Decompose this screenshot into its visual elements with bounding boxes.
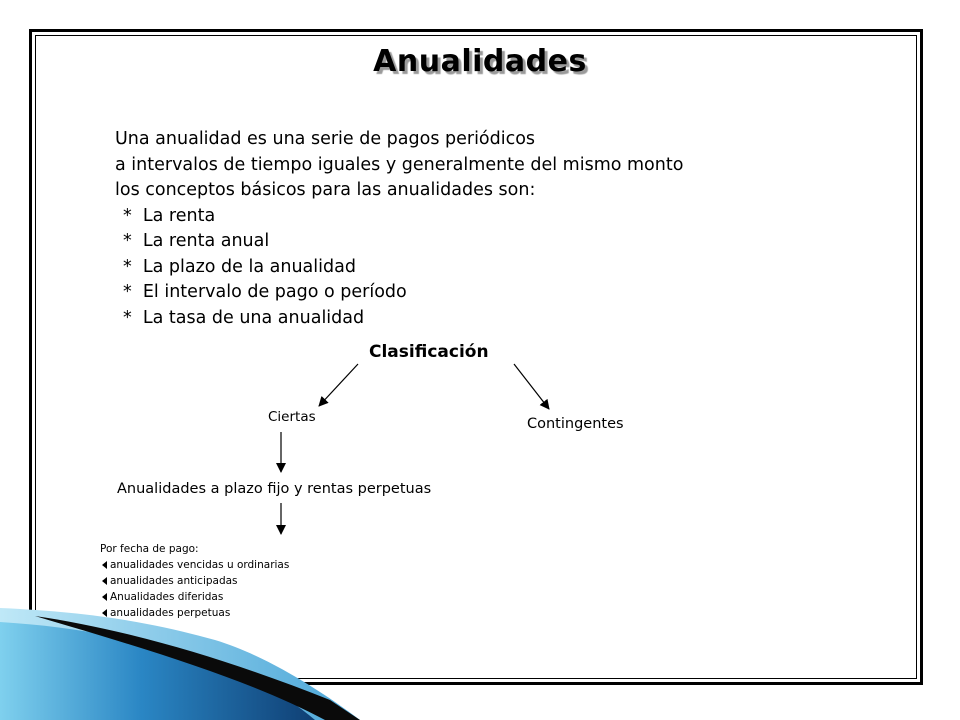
payment-date-item-label: anualidades perpetuas (110, 607, 231, 619)
payment-date-heading: Por fecha de pago: (100, 543, 199, 555)
arrow-to-ciertas (319, 364, 358, 406)
ciertas-label: Ciertas (268, 409, 316, 425)
contingentes-label: Contingentes (527, 416, 624, 432)
payment-date-item-label: anualidades vencidas u ordinarias (110, 559, 290, 571)
intro-line: a intervalos de tiempo iguales y generalmente del mismo monto (115, 154, 684, 175)
concept-item: * La renta anual (123, 231, 270, 251)
intro-line: los conceptos básicos para las anualidades son: (115, 180, 536, 200)
concept-item: * La renta (123, 205, 216, 226)
concept-item: * La plazo de la anualidad (123, 256, 356, 277)
slide-title: Anualidades (373, 44, 587, 79)
annuity-types-label: Anualidades a plazo fijo y rentas perpetuas (117, 481, 432, 497)
arrow-to-contingentes (514, 364, 549, 409)
payment-date-item-label: anualidades anticipadas (110, 575, 238, 587)
classification-heading: Clasificación (369, 342, 489, 362)
concept-item: * El intervalo de pago o período (123, 282, 407, 302)
decorative-swoosh (0, 608, 360, 720)
intro-line: Una anualidad es una serie de pagos periódicos (115, 129, 536, 149)
payment-date-item-label: Anualidades diferidas (110, 591, 224, 603)
concept-item: * La tasa de una anualidad (123, 307, 365, 328)
